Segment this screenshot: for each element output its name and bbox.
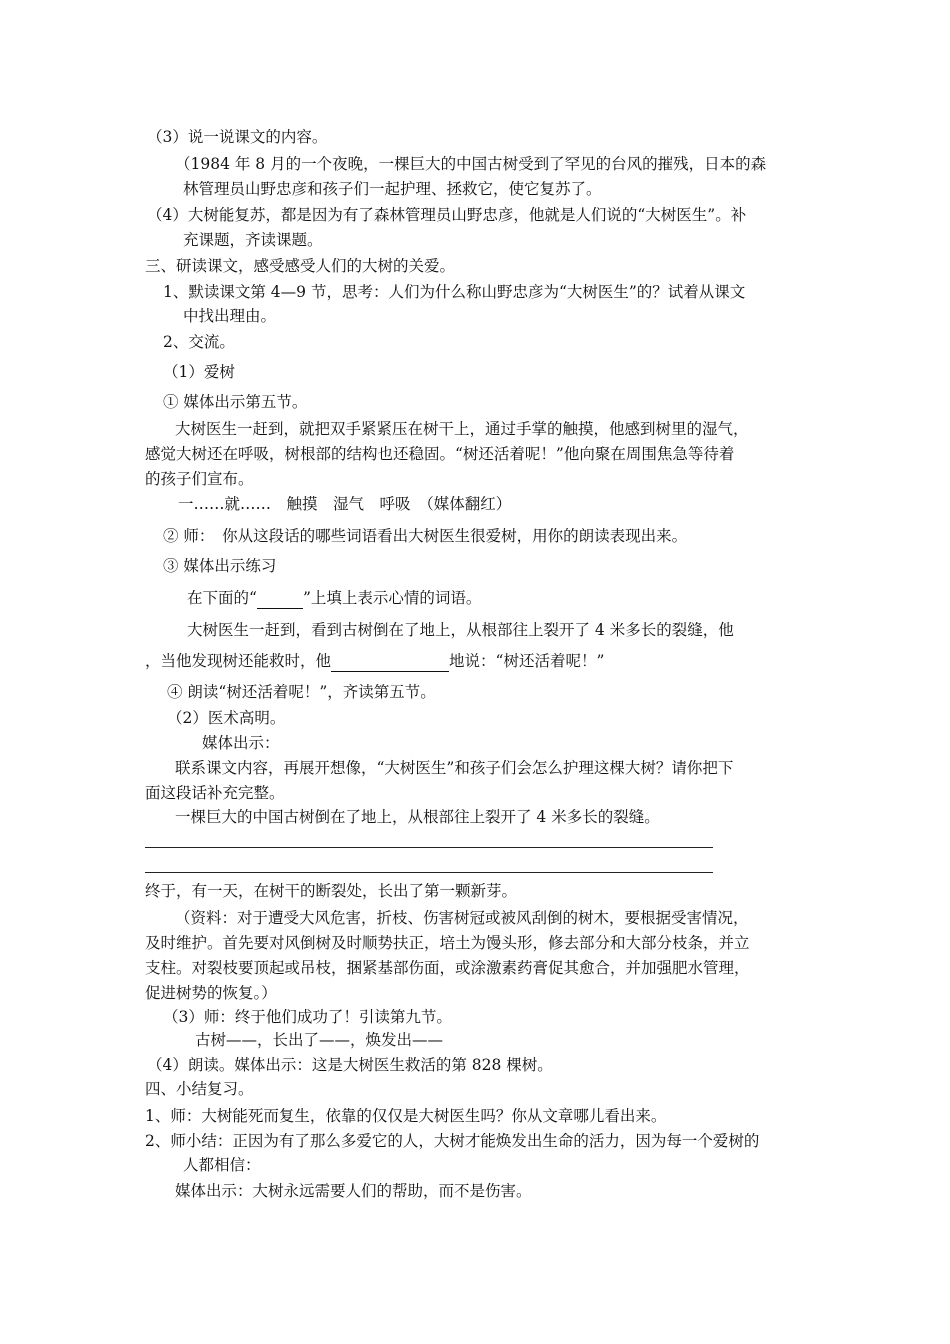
answer-rule bbox=[145, 872, 713, 873]
text-line: 终于，有一天，在树干的断裂处，长出了第一颗新芽。 bbox=[145, 882, 518, 900]
text-line: ③ 媒体出示练习 bbox=[163, 557, 277, 575]
text-line: 2、师小结：正因为有了那么多爱它的人，大树才能焕发出生命的活力，因为每一个爱树的 bbox=[145, 1132, 760, 1150]
section-heading: 三、研读课文，感受感受人们的大树的关爱。 bbox=[145, 257, 456, 275]
exercise-instruction bbox=[187, 587, 481, 609]
text-line: 感觉大树还在呼吸，树根部的结构也还稳固。“树还活着呢！”他向聚在周围焦急等待着 bbox=[145, 445, 735, 463]
text-line: 促进树势的恢复。） bbox=[145, 984, 277, 1002]
text-line: （3）说一说课文的内容。 bbox=[147, 128, 328, 146]
text-line: 媒体出示： bbox=[202, 734, 280, 752]
text-line: 中找出理由。 bbox=[183, 307, 277, 325]
text-line: 人都相信： bbox=[183, 1156, 261, 1174]
text-line: 一……就…… 触摸 湿气 呼吸 （媒体翻红） bbox=[178, 495, 512, 513]
answer-rule bbox=[145, 847, 713, 848]
text-line: 的孩子们宣布。 bbox=[145, 470, 254, 488]
exercise-answer bbox=[145, 650, 604, 672]
text-line: 大树医生一赶到，就把双手紧紧压在树干上，通过手掌的触摸，他感到树里的湿气， bbox=[175, 420, 749, 438]
blank-line bbox=[331, 655, 449, 672]
text-line: 面这段话补充完整。 bbox=[145, 784, 285, 802]
text-line: 媒体出示：大树永远需要人们的帮助，而不是伤害。 bbox=[175, 1182, 532, 1200]
text-line: （资料：对于遭受大风危害，折枝、伤害树冠或被风刮倒的树木，要根据受害情况， bbox=[175, 909, 749, 927]
section-heading: 四、小结复习。 bbox=[145, 1080, 254, 1098]
answer-pre: ，当他发现树还能救时，他 bbox=[145, 652, 332, 670]
instruction-post: ”上填上表示心情的词语。 bbox=[302, 589, 482, 607]
text-line: ② 师： 你从这段话的哪些词语看出大树医生很爱树，用你的朗读表现出来。 bbox=[163, 527, 688, 545]
text-line: （4）大树能复苏，都是因为有了森林管理员山野忠彦，他就是人们说的“大树医生”。补 bbox=[147, 206, 747, 224]
text-line: 联系课文内容，再展开想像，“大树医生”和孩子们会怎么护理这棵大树？请你把下 bbox=[175, 759, 734, 777]
text-line: 一棵巨大的中国古树倒在了地上，从根部往上裂开了 4 米多长的裂缝。 bbox=[175, 808, 660, 826]
text-line: （4）朗读。媒体出示：这是大树医生救活的第 828 棵树。 bbox=[147, 1056, 553, 1074]
text-line: （3）师：终于他们成功了！引读第九节。 bbox=[163, 1008, 452, 1026]
instruction-pre: 在下面的“ bbox=[187, 589, 257, 607]
text-line: （2）医术高明。 bbox=[167, 709, 286, 727]
text-line: ④ 朗读“树还活着呢！”，齐读第五节。 bbox=[167, 683, 436, 701]
text-line: 支柱。对裂枝要顶起或吊枝，捆紧基部伤面，或涂激素药膏促其愈合，并加强肥水管理， bbox=[145, 959, 750, 977]
text-line: 1、师：大树能死而复生，依靠的仅仅是大树医生吗？你从文章哪儿看出来。 bbox=[145, 1107, 667, 1125]
text-line: 及时维护。首先要对风倒树及时顺势扶正，培土为馒头形，修去部分和大部分枝条，并立 bbox=[145, 934, 750, 952]
text-line: 2、交流。 bbox=[163, 333, 235, 351]
text-line: 大树医生一赶到，看到古树倒在了地上，从根部往上裂开了 4 米多长的裂缝，他 bbox=[187, 621, 734, 639]
text-line: ① 媒体出示第五节。 bbox=[163, 393, 308, 411]
text-line: 1、默读课文第 4—9 节，思考：人们为什么称山野忠彦为“大树医生”的？试着从课文 bbox=[163, 283, 746, 301]
text-line: （1）爱树 bbox=[163, 363, 235, 381]
text-line: 古树——，长出了——，焕发出—— bbox=[195, 1031, 444, 1049]
text-line: 林管理员山野忠彦和孩子们一起护理、拯救它，使它复苏了。 bbox=[183, 180, 602, 198]
text-line: （1984 年 8 月的一个夜晚，一棵巨大的中国古树受到了罕见的台风的摧残，日本的森 bbox=[175, 155, 767, 173]
text-line: 充课题，齐读课题。 bbox=[183, 231, 323, 249]
blank-line bbox=[257, 592, 303, 609]
answer-post: 地说：“树还活着呢！” bbox=[449, 652, 605, 670]
